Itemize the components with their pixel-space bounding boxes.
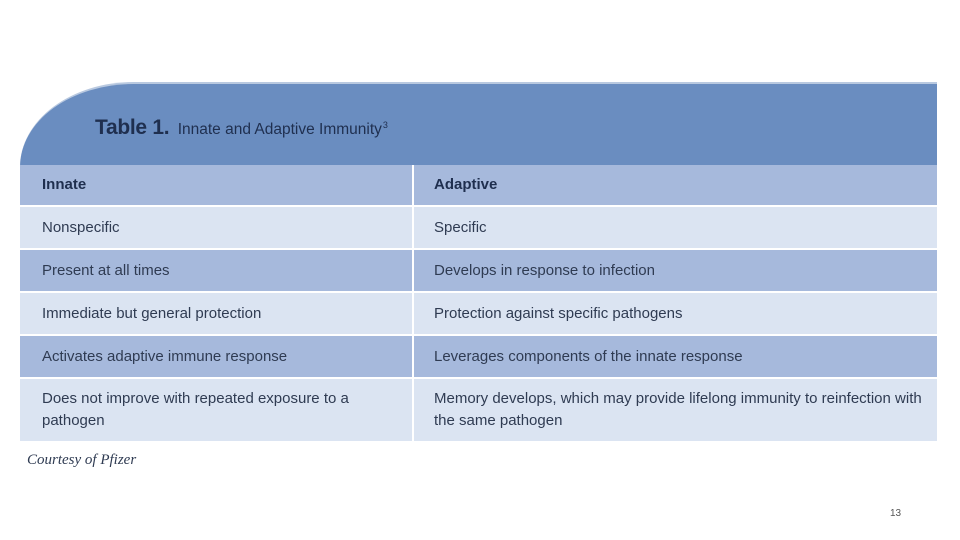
cell-adaptive: Specific: [413, 206, 937, 249]
table-row: [20, 249, 937, 292]
courtesy-note: Courtesy of Pfizer: [27, 452, 137, 468]
cell-innate: Activates adaptive immune response: [20, 335, 413, 378]
table-row: [20, 378, 937, 442]
table-row: [20, 206, 937, 249]
header-adaptive: Adaptive: [413, 165, 937, 206]
table-reference: 3: [382, 119, 388, 130]
table-header-row: [20, 165, 937, 206]
table-label: Table 1.: [95, 116, 170, 139]
table-title-text: Innate and Adaptive Immunity: [177, 121, 382, 138]
table-row: [20, 335, 937, 378]
immunity-table: [20, 165, 937, 443]
cell-adaptive: Memory develops, which may provide lifelong immunity to reinfection with the same pathogen: [413, 378, 937, 442]
page-number: 13: [890, 508, 902, 519]
cell-adaptive: Develops in response to infection: [413, 249, 937, 292]
table-row: [20, 292, 937, 335]
cell-adaptive: Protection against specific pathogens: [413, 292, 937, 335]
header-innate: Innate: [20, 165, 413, 206]
cell-adaptive: Leverages components of the innate response: [413, 335, 937, 378]
cell-innate: Does not improve with repeated exposure to a pathogen: [20, 378, 413, 442]
table-title: [95, 116, 388, 140]
cell-innate: Nonspecific: [20, 206, 413, 249]
cell-innate: Present at all times: [20, 249, 413, 292]
cell-innate: Immediate but general protection: [20, 292, 413, 335]
